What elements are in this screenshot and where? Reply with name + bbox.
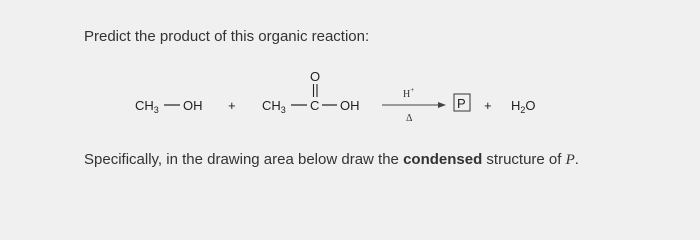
- arrow-heat: Δ: [406, 113, 413, 124]
- arrow-catalyst-plus: +: [410, 86, 415, 94]
- reaction-arrow-group: [382, 86, 446, 124]
- reactant-methanol: [135, 98, 203, 115]
- plus-sign-1: +: [228, 98, 236, 113]
- reactant2-oh: OH: [340, 98, 360, 113]
- water-h: H: [511, 98, 521, 113]
- reactant2-carbonyl-o: O: [310, 69, 321, 84]
- reactant2-sub3: 3: [280, 105, 286, 115]
- product-label: P: [457, 96, 466, 111]
- reactant2-carbon: C: [310, 98, 320, 113]
- reactant1-ch: CH: [135, 98, 154, 113]
- plus-sign-2: +: [484, 98, 492, 113]
- arrow-catalyst-h: H: [403, 89, 411, 100]
- svg-text:CH3: [135, 98, 159, 115]
- svg-text:CH3: [262, 98, 286, 115]
- reactant1-oh: OH: [183, 98, 203, 113]
- water-o: O: [525, 98, 536, 113]
- reactant1-sub3: 3: [153, 105, 159, 115]
- reactant2-ch: CH: [262, 98, 281, 113]
- svg-text:H+: [403, 86, 414, 100]
- question-prompt: Predict the product of this organic reaction:: [84, 28, 370, 45]
- instruction-pre: Specifically, in the drawing area below draw the: [84, 151, 404, 168]
- instruction-mid: structure of: [482, 151, 566, 168]
- instruction-bold: condensed: [403, 151, 483, 168]
- arrow-head: [438, 102, 446, 108]
- water: [511, 98, 536, 115]
- instruction-var: P: [565, 152, 575, 168]
- question-instruction: [84, 151, 579, 169]
- instruction-end: .: [574, 151, 579, 168]
- reactant-acetic-acid: [262, 69, 360, 115]
- water-sub2: 2: [520, 105, 526, 115]
